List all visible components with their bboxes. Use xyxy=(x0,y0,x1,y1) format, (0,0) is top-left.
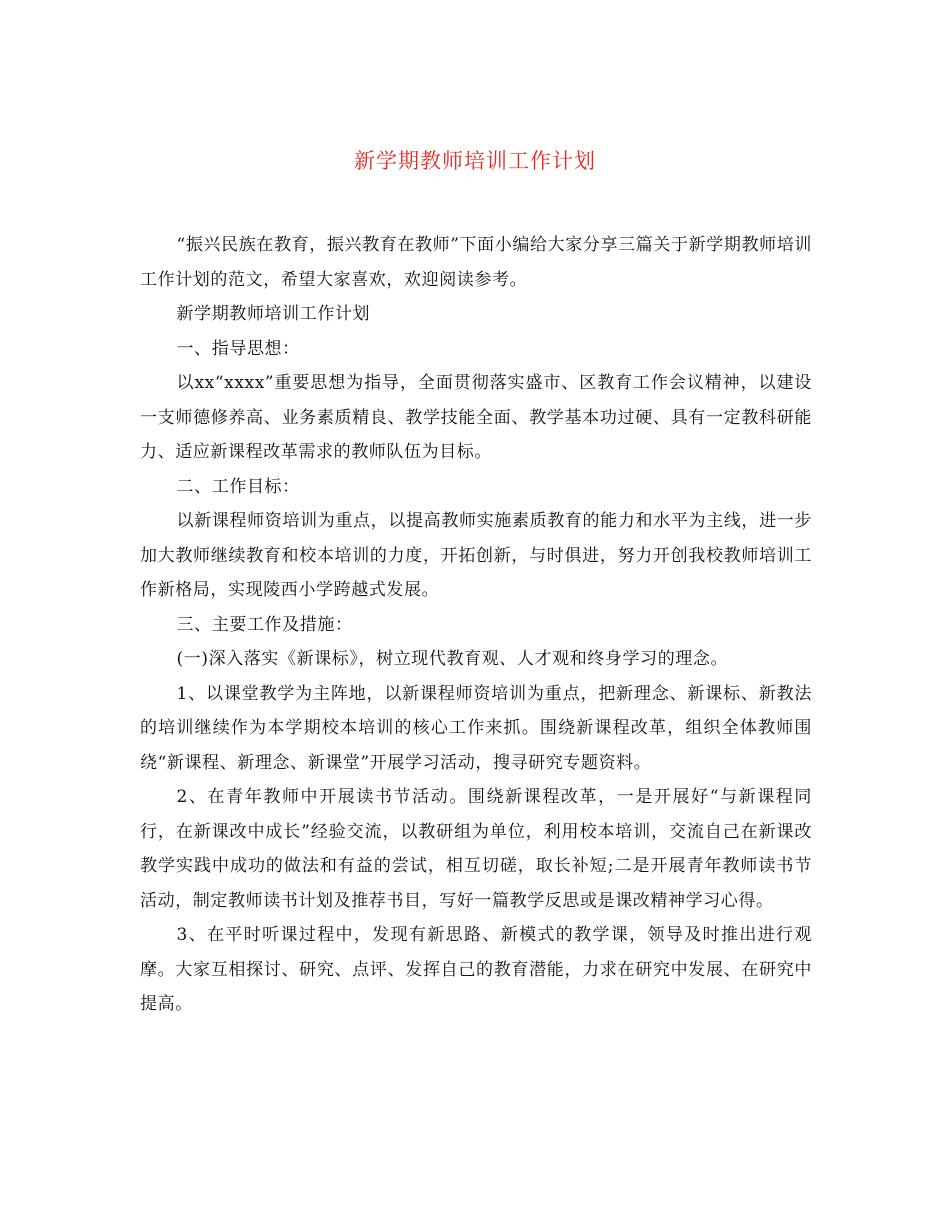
document-body xyxy=(140,228,812,1022)
heading-work-goals: 二、工作目标： xyxy=(176,476,300,497)
subheading-measure-1: (一)深入落实《新课标》，树立现代教育观、人才观和终身学习的理念。 xyxy=(176,649,729,669)
heading-main-measures: 三、主要工作及措施： xyxy=(176,614,353,635)
paragraph-item-1: 1、以课堂教学为主阵地，以新课程师资培训为重点，把新理念、新课标、新教法的培训继续作为本学期校本培训的核心工作来抓。围绕新课程改革，组织全体教师围绕“新课程、新理念、新课堂”开展学习活动，搜寻研究专题资料。 xyxy=(140,683,812,773)
paragraph-item-2: 2、在青年教师中开展读书节活动。围绕新课程改革，一是开展好“与新课程同行，在新课改中成长”经验交流，以教研组为单位，利用校本培训，交流自己在新课改教学实践中成功的做法和有益的尝试，相互切磋，取长补短;二是开展青年教师读书节活动，制定教师读书计划及推荐书目，写好一篇教学反思或是课改精神学习心得。 xyxy=(140,787,812,911)
paragraph-item-3: 3、在平时听课过程中，发现有新思路、新模式的教学课，领导及时推出进行观摩。大家互相探讨、研究、点评、发挥自己的教育潜能，力求在研究中发展、在研究中提高。 xyxy=(140,925,812,1014)
document-title: 新学期教师培训工作计划 xyxy=(354,149,596,173)
paragraph-subtitle: 新学期教师培训工作计划 xyxy=(176,304,371,324)
paragraph-work-goals: 以新课程师资培训为重点，以提高教师实施素质教育的能力和水平为主线，进一步加大教师继续教育和校本培训的力度，开拓创新，与时俱进，努力开创我校教师培训工作新格局，实现陵西小学跨越式发展。 xyxy=(140,511,812,600)
paragraph-intro: “振兴民族在教育，振兴教育在教师”下面小编给大家分享三篇关于新学期教师培训工作计划的范文，希望大家喜欢，欢迎阅读参考。 xyxy=(140,235,812,290)
heading-guiding-thought: 一、指导思想： xyxy=(176,338,300,359)
paragraph-guiding-thought: 以xx“xxxx”重要思想为指导，全面贯彻落实盛市、区教育工作会议精神，以建设一支师德修养高、业务素质精良、教学技能全面、教学基本功过硬、具有一定教科研能力、适应新课程改革需求的教师队伍为目标。 xyxy=(140,373,812,462)
